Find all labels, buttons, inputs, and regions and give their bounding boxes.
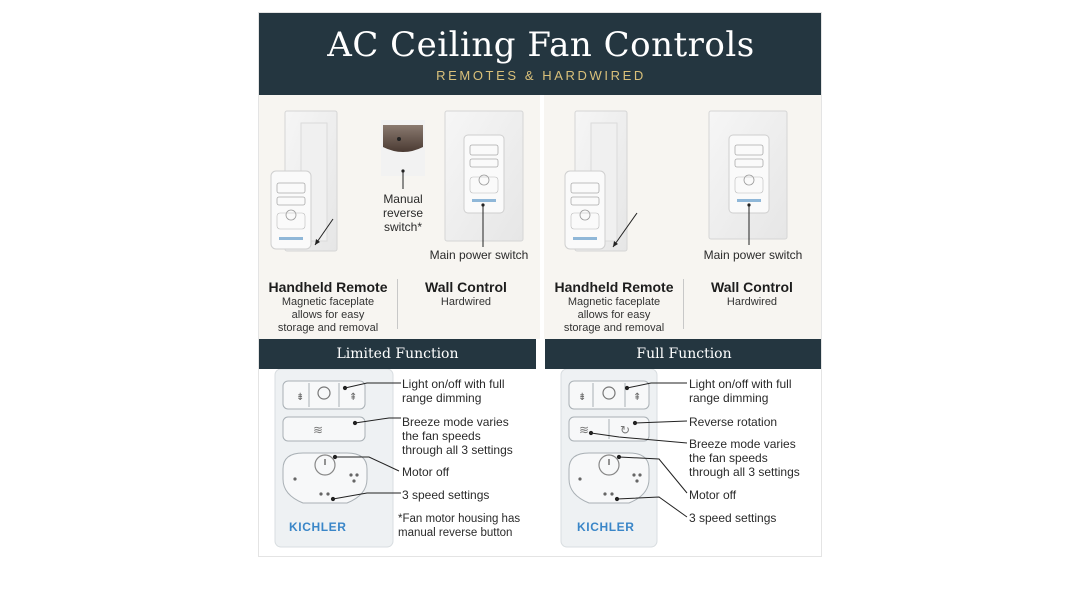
- main-power-label: Main power switch: [703, 248, 803, 262]
- callout-speed: 3 speed settings: [402, 488, 490, 502]
- limited-function-band: Limited Function: [259, 339, 536, 369]
- wall-control-title: Wall Control: [711, 279, 793, 295]
- main-power-label: Main power switch: [429, 248, 529, 262]
- motor-housing-icon: [383, 125, 423, 152]
- divider: [397, 279, 398, 329]
- reverse-rotation-icon: ↻: [620, 423, 631, 437]
- footnote: *Fan motor housing has manual reverse button: [398, 513, 521, 539]
- callout-breeze: Breeze mode varies the fan speeds through all 3 settings: [689, 437, 800, 479]
- svg-text:⇞: ⇞: [633, 392, 642, 403]
- callout-breeze: Breeze mode varies the fan speeds through all 3 settings: [402, 415, 513, 457]
- callout-light: Light on/off with full range dimming: [689, 377, 792, 405]
- full-function-band: Full Function: [545, 339, 822, 369]
- breeze-icon: ≋: [579, 423, 590, 437]
- svg-text:⇞: ⇞: [349, 392, 358, 403]
- wall-control-title: Wall Control: [425, 279, 507, 295]
- handheld-remote-icon: [271, 171, 311, 249]
- callout-speed: 3 speed settings: [689, 511, 777, 525]
- handheld-remote-icon: [565, 171, 605, 249]
- reverse-switch-label: Manual reverse switch*: [382, 192, 423, 234]
- wall-control-desc: Hardwired: [440, 296, 492, 308]
- callout-light: Light on/off with full range dimming: [402, 377, 505, 405]
- brand-logo: KICHLER: [577, 520, 635, 534]
- breeze-icon: ≋: [313, 423, 324, 437]
- svg-text:⇟: ⇟: [296, 392, 305, 403]
- callout-motor-off: Motor off: [402, 465, 450, 479]
- page-title: AC Ceiling Fan Controls: [327, 25, 755, 65]
- handheld-remote-desc: Magnetic faceplate allows for easy storage and removal: [563, 296, 665, 334]
- callout-motor-off: Motor off: [689, 488, 737, 502]
- infographic-card: [258, 12, 822, 557]
- svg-text:⇟: ⇟: [578, 392, 587, 403]
- handheld-remote-title: Handheld Remote: [268, 279, 388, 295]
- callout-reverse: Reverse rotation: [689, 415, 778, 429]
- wall-control-desc: Hardwired: [726, 296, 778, 308]
- page-subtitle: REMOTES & HARDWIRED: [436, 68, 646, 83]
- handheld-remote-desc: Magnetic faceplate allows for easy storage and removal: [277, 296, 379, 334]
- handheld-remote-title: Handheld Remote: [554, 279, 674, 295]
- brand-logo: KICHLER: [289, 520, 347, 534]
- divider: [683, 279, 684, 329]
